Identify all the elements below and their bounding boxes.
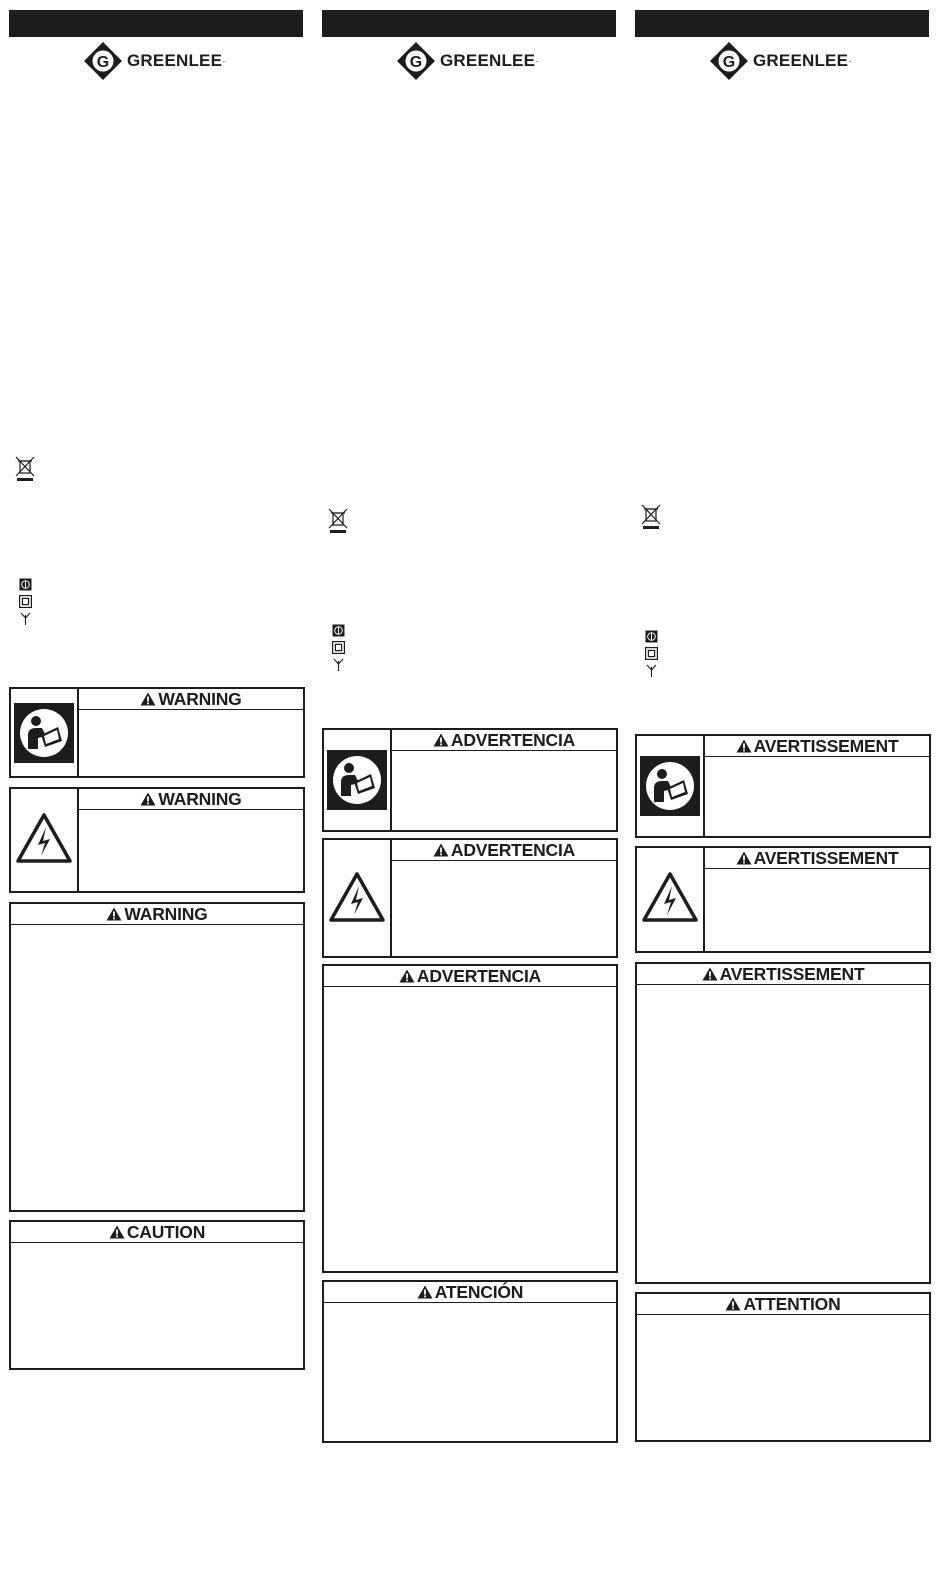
brand-logo-icon <box>396 41 436 81</box>
warning-label: ADVERTENCIA <box>450 729 576 750</box>
alert-triangle-icon <box>140 792 156 806</box>
warning-box-general <box>322 964 618 1273</box>
warning-header <box>705 736 929 757</box>
header-bar <box>322 10 616 37</box>
warning-box-read-manual <box>635 734 931 838</box>
caution-header <box>637 1294 929 1315</box>
warning-label: AVERTISSEMENT <box>753 735 899 756</box>
warning-header <box>11 904 303 925</box>
column-spanish <box>322 0 616 1590</box>
svg-text:G: G <box>96 54 110 71</box>
weee-bin-icon <box>328 508 348 534</box>
warning-icon-cell <box>11 789 79 891</box>
warning-label: AVERTISSEMENT <box>719 963 865 984</box>
warning-box-read-manual <box>322 728 618 832</box>
alert-triangle-icon <box>736 739 752 753</box>
alert-triangle-icon <box>725 1297 741 1311</box>
weee-bin-icon <box>15 456 35 482</box>
antenna-icon <box>20 612 31 625</box>
brand-registered-mark: . <box>536 58 538 64</box>
alert-triangle-icon <box>140 692 156 706</box>
alert-triangle-icon <box>109 1225 125 1239</box>
alert-triangle-icon <box>399 969 415 983</box>
brand-registered-mark: . <box>223 58 225 64</box>
caution-label: ATTENTION <box>743 1293 841 1314</box>
alert-triangle-icon <box>106 907 122 921</box>
weee-bin-icon <box>641 504 661 530</box>
warning-label: ADVERTENCIA <box>450 839 576 860</box>
svg-text:G: G <box>722 54 736 71</box>
warning-header <box>705 848 929 869</box>
warning-header <box>79 689 303 710</box>
warning-label: ADVERTENCIA <box>416 965 542 986</box>
warning-label: WARNING <box>158 788 242 809</box>
warning-header <box>79 789 303 810</box>
brand-logo <box>709 41 851 81</box>
warning-box-general <box>9 902 305 1212</box>
warning-header <box>637 964 929 985</box>
warning-icon-cell <box>637 848 705 951</box>
read-manual-icon <box>327 750 387 810</box>
brand-logo-icon <box>83 41 123 81</box>
warning-box-electric-shock <box>9 787 305 893</box>
warning-icon-cell <box>637 736 705 836</box>
antenna-icon <box>333 658 344 671</box>
earth-ground-icon <box>332 624 345 637</box>
earth-ground-icon <box>19 578 32 591</box>
alert-triangle-icon <box>417 1285 433 1299</box>
double-insulation-icon <box>19 595 32 608</box>
antenna-icon <box>646 664 657 677</box>
warning-icon-cell <box>324 730 392 830</box>
brand-logo <box>83 41 225 81</box>
brand-name: GREENLEE <box>753 51 849 70</box>
svg-text:G: G <box>409 54 423 71</box>
warning-box-electric-shock <box>635 846 931 953</box>
double-insulation-icon <box>332 641 345 654</box>
caution-label: ATENCIÓN <box>434 1281 524 1302</box>
alert-triangle-icon <box>702 967 718 981</box>
warning-box-electric-shock <box>322 838 618 958</box>
read-manual-icon <box>14 703 74 763</box>
caution-header <box>11 1222 303 1243</box>
warning-header <box>392 730 616 751</box>
caution-box <box>322 1280 618 1443</box>
double-insulation-icon <box>645 647 658 660</box>
warning-label: AVERTISSEMENT <box>753 847 899 868</box>
header-bar <box>9 10 303 37</box>
read-manual-icon <box>640 756 700 816</box>
warning-header <box>324 966 616 987</box>
header-bar <box>635 10 929 37</box>
warning-icon-cell <box>11 689 79 776</box>
caution-header <box>324 1282 616 1303</box>
column-french <box>635 0 929 1590</box>
caution-label: CAUTION <box>126 1221 206 1242</box>
alert-triangle-icon <box>433 733 449 747</box>
alert-triangle-icon <box>736 851 752 865</box>
brand-registered-mark: . <box>849 58 851 64</box>
warning-box-read-manual <box>9 687 305 778</box>
caution-box <box>9 1220 305 1370</box>
brand-logo <box>396 41 538 81</box>
earth-ground-icon <box>645 630 658 643</box>
warning-header <box>392 840 616 861</box>
brand-name: GREENLEE <box>440 51 536 70</box>
electric-shock-icon <box>642 872 698 922</box>
alert-triangle-icon <box>433 843 449 857</box>
electric-shock-icon <box>329 872 385 922</box>
warning-label: WARNING <box>158 688 242 709</box>
brand-name: GREENLEE <box>127 51 223 70</box>
brand-logo-icon <box>709 41 749 81</box>
column-english <box>9 0 303 1590</box>
warning-box-general <box>635 962 931 1284</box>
warning-icon-cell <box>324 840 392 956</box>
electric-shock-icon <box>16 813 72 863</box>
warning-label: WARNING <box>124 903 208 924</box>
caution-box <box>635 1292 931 1442</box>
